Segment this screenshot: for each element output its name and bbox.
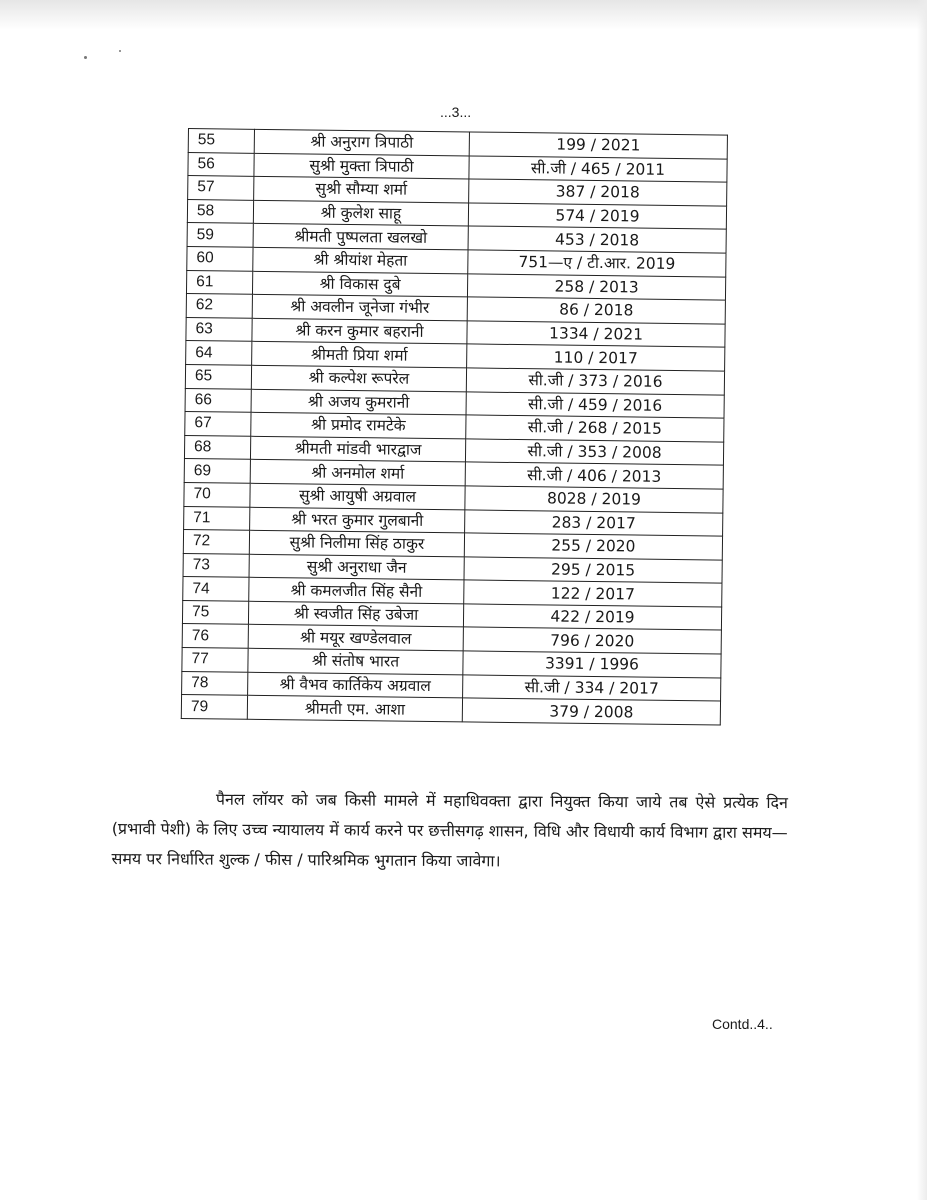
row-number: 58: [187, 199, 253, 223]
enrollment-number: 8028 / 2019: [465, 486, 723, 513]
lawyer-name: श्री मयूर खण्डेलवाल: [248, 625, 463, 651]
row-number: 70: [184, 482, 250, 506]
lawyer-name: श्री करन कुमार बहरानी: [252, 318, 467, 344]
row-number: 66: [185, 388, 251, 412]
row-number: 69: [184, 459, 250, 483]
enrollment-number: 283 / 2017: [465, 509, 723, 536]
row-number: 76: [182, 624, 248, 648]
row-number: 57: [188, 176, 254, 200]
paragraph-text: पैनल लॉयर को जब किसी मामले में महाधिवक्ता द्वारा नियुक्त किया जाये तब ऐसे प्रत्येक दिन (प्रभावी पेशी) के लिए उच्च न्यायालय में कार्य करने पर छत्तीसगढ़ शासन, विधि और विधायी कार्य विभाग द्वारा समय—समय पर निर्धारित शुल्क / फीस / पारिश्रमिक भुगतान किया जावेगा।: [111, 789, 788, 871]
enrollment-number: सी.जी / 353 / 2008: [465, 439, 723, 466]
enrollment-number: 751—ए / टी.आर. 2019: [468, 250, 726, 277]
table-body: [181, 129, 727, 725]
fee-paragraph: [111, 784, 788, 878]
enrollment-number: सी.जी / 373 / 2016: [466, 368, 724, 395]
lawyer-name: श्री अनुराग त्रिपाठी: [254, 129, 469, 155]
row-number: 78: [182, 671, 248, 695]
enrollment-number: 387 / 2018: [469, 179, 727, 206]
row-number: 59: [187, 223, 253, 247]
lawyer-name: श्री संतोष भारत: [248, 648, 463, 674]
row-number: 67: [185, 412, 251, 436]
lawyer-name: श्री कल्पेश रूपरेल: [251, 365, 466, 391]
panel-lawyer-table: [181, 128, 728, 725]
enrollment-number: सी.जी / 406 / 2013: [465, 462, 723, 489]
lawyer-name: श्री कुलेश साहू: [253, 200, 468, 226]
row-number: 56: [188, 152, 254, 176]
enrollment-number: सी.जी / 334 / 2017: [463, 675, 721, 702]
enrollment-number: 796 / 2020: [463, 627, 721, 654]
lawyer-name: श्री वैभव कार्तिकेय अग्रवाल: [248, 672, 463, 698]
enrollment-number: 258 / 2013: [467, 273, 725, 300]
row-number: 79: [181, 695, 247, 719]
lawyer-name: श्री विकास दुबे: [252, 271, 467, 297]
enrollment-number: 86 / 2018: [467, 297, 725, 324]
row-number: 64: [186, 341, 252, 365]
enrollment-number: 295 / 2015: [464, 557, 722, 584]
row-number: 61: [186, 270, 252, 294]
row-number: 74: [183, 577, 249, 601]
enrollment-number: 574 / 2019: [468, 203, 726, 230]
lawyer-name: श्रीमती प्रिया शर्मा: [252, 342, 467, 368]
row-number: 73: [183, 553, 249, 577]
row-number: 77: [182, 648, 248, 672]
lawyer-name: सुश्री अनुराधा जैन: [249, 554, 464, 580]
continued-marker: Contd..4..: [712, 1016, 773, 1032]
lawyer-name: सुश्री निलीमा सिंह ठाकुर: [249, 530, 464, 556]
enrollment-number: 1334 / 2021: [467, 321, 725, 348]
lawyer-name: श्री अनमोल शर्मा: [250, 460, 465, 486]
enrollment-number: 122 / 2017: [464, 580, 722, 607]
enrollment-number: 110 / 2017: [467, 344, 725, 371]
row-number: 68: [184, 435, 250, 459]
row-number: 71: [184, 506, 250, 530]
row-number: 75: [182, 600, 248, 624]
enrollment-number: 3391 / 1996: [463, 651, 721, 678]
scan-speck: [84, 56, 87, 59]
enrollment-number: 199 / 2021: [469, 132, 727, 159]
lawyer-name: सुश्री सौम्या शर्मा: [254, 176, 469, 202]
enrollment-number: 422 / 2019: [463, 604, 721, 631]
row-number: 65: [185, 364, 251, 388]
row-number: 72: [183, 530, 249, 554]
enrollment-number: सी.जी / 459 / 2016: [466, 391, 724, 418]
row-number: 63: [186, 317, 252, 341]
enrollment-number: 453 / 2018: [468, 226, 726, 253]
scan-speck: [119, 50, 121, 52]
lawyer-name: श्री अजय कुमरानी: [251, 389, 466, 415]
lawyer-name: श्रीमती एम. आशा: [247, 696, 462, 722]
page-number: ...3...: [440, 104, 472, 120]
enrollment-number: 379 / 2008: [462, 698, 720, 725]
enrollment-number: सी.जी / 268 / 2015: [466, 415, 724, 442]
lawyer-name: श्रीमती मांडवी भारद्वाज: [250, 436, 465, 462]
paragraph-indent: [112, 804, 216, 805]
row-number: 55: [188, 129, 254, 153]
lawyer-name: श्री श्रीयांश मेहता: [253, 247, 468, 273]
enrollment-number: 255 / 2020: [464, 533, 722, 560]
scan-shadow-top: [0, 0, 927, 30]
lawyer-name: श्री भरत कुमार गुलबानी: [250, 507, 465, 533]
lawyer-name: सुश्री आयुषी अग्रवाल: [250, 483, 465, 509]
lawyer-name: श्री स्वजीत सिंह उबेजा: [248, 601, 463, 627]
lawyer-name: श्रीमती पुष्पलता खलखो: [253, 224, 468, 250]
row-number: 62: [186, 294, 252, 318]
lawyer-name: सुश्री मुक्ता त्रिपाठी: [254, 153, 469, 179]
lawyer-name: श्री प्रमोद रामटेके: [251, 412, 466, 438]
scan-shadow-right: [917, 0, 927, 1200]
lawyer-name: श्री अवलीन जूनेजा गंभीर: [252, 294, 467, 320]
lawyer-name: श्री कमलजीत सिंह सैनी: [249, 578, 464, 604]
enrollment-number: सी.जी / 465 / 2011: [469, 156, 727, 183]
row-number: 60: [187, 246, 253, 270]
